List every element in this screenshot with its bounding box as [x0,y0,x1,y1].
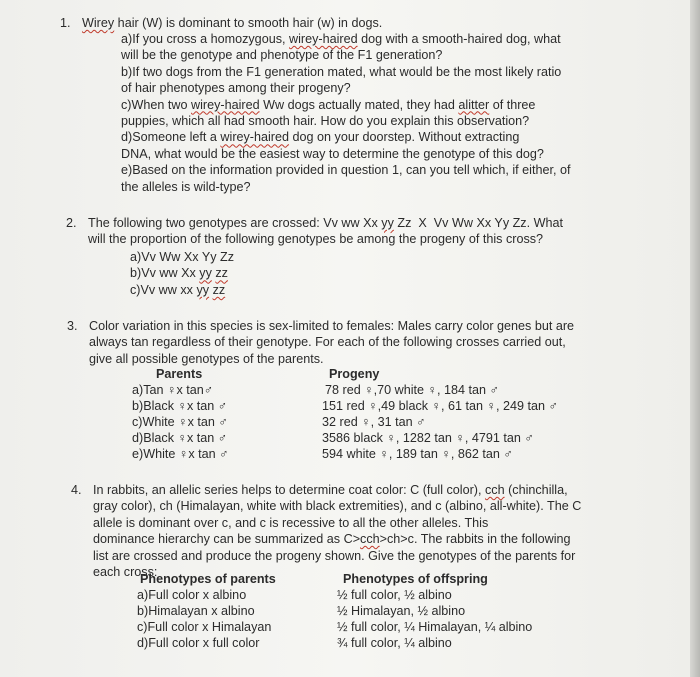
q3-progeny-b: 151 red ♀,49 black ♀, 61 tan ♀, 249 tan ♂ [322,399,558,413]
q3-line: always tan regardless of their genotype. For each of the following crosses carried out, [89,335,566,350]
q3-parents-a: a)Tan ♀x tan♂ [132,383,214,397]
q4-offspring-b: ½ Himalayan, ½ albino [337,604,466,618]
q4-text [93,482,581,580]
q3-parents-b: b)Black ♀x tan ♂ [132,399,228,413]
q1-line: a)If you cross a homozygous, wirey-haired dog with a smooth-haired dog, what [121,32,561,46]
page-edge-shadow [690,0,700,677]
q1-line: e)Based on the information provided in question 1, can you tell which, if either, of [121,163,571,178]
q4-parents-a: a)Full color x albino [137,588,247,602]
q3-line: Color variation in this species is sex-limited to females: Males carry color genes but are [89,319,575,333]
q2-option: c)Vv ww xx yy zz [130,282,226,297]
q2-options [130,249,234,298]
q3-progeny-a: 78 red ♀,70 white ♀, 184 tan ♂ [325,383,499,397]
q1-line: puppies, which all had smooth hair. How do you explain this observation? [121,114,530,129]
q1-line-rest: hair (W) is dominant to smooth hair (w) in dogs. [114,16,383,30]
q2-text [88,215,563,248]
q1-line: of hair phenotypes among their progeny? [121,81,351,96]
q3-line: give all possible genotypes of the parents. [89,351,324,366]
q3-parents-e: e)White ♀x tan ♂ [132,447,229,461]
q4-line: allele is dominant over c, and c is recessive to all the other alleles. This [93,515,489,530]
q1-line: c)When two wirey-haired Ww dogs actually mated, they had alitter of three [121,97,536,112]
q3-number: 3. [67,319,78,333]
q4-offspring-d: ¾ full color, ¼ albino [337,636,452,650]
q1-line: the alleles is wild-type? [121,179,251,194]
q1-number: 1. [60,16,71,30]
q2-line: The following two genotypes are crossed: Vv ww Xx yy Zz X Vv Ww Xx Yy Zz. What [88,216,563,230]
q1-line: b)If two dogs from the F1 generation mated, what would be the most likely ratio [121,64,562,79]
q3-text [89,318,574,367]
q4-parents-c: c)Full color x Himalayan [137,620,272,634]
q3-header-parents: Parents [156,367,203,381]
q4-line: each cross: [93,565,158,580]
q1-word-wirey: Wirey [82,16,115,30]
q4-line: dominance hierarchy can be summarized as C>cch>ch>c. The rabbits in the following [93,532,571,547]
q4-offspring-c: ½ full color, ¼ Himalayan, ¼ albino [337,620,533,634]
q1-line: d)Someone left a wirey-haired dog on your doorstep. Without extracting [121,130,520,145]
q3-parents-d: d)Black ♀x tan ♂ [132,431,228,445]
q1-subparts [121,31,570,195]
q4-parents-b: b)Himalayan x albino [137,604,255,618]
q4-header-offspring: Phenotypes of offspring [343,572,488,586]
q1-line [82,15,382,31]
q3-parents-c: c)White ♀x tan ♂ [132,415,228,429]
q1-line: will be the genotype and phenotype of the F1 generation? [121,48,443,63]
q1-line: DNA, what would be the easiest way to determine the genotype of this dog? [121,146,544,161]
q4-header-parents: Phenotypes of parents [140,572,276,586]
q4-line: gray color), ch (Himalayan, white with black extremities), and c (albino, all-white). The C [93,499,582,514]
q4-number: 4. [71,483,82,497]
q4-line: In rabbits, an allelic series helps to determine coat color: C (full color), cch (chinchilla, [93,483,568,497]
q4-offspring-a: ½ full color, ½ albino [337,588,452,602]
q3-header-progeny: Progeny [329,367,380,381]
q2-option: a)Vv Ww Xx Yy Zz [130,250,235,264]
q2-number: 2. [66,216,77,230]
q3-progeny-e: 594 white ♀, 189 tan ♀, 862 tan ♂ [322,447,513,461]
q1-text [82,15,382,31]
q2-line: will the proportion of the following genotypes be among the progeny of this cross? [88,232,544,247]
q3-progeny-d: 3586 black ♀, 1282 tan ♀, 4791 tan ♂ [322,431,534,445]
q3-progeny-c: 32 red ♀, 31 tan ♂ [322,415,426,429]
q4-line: list are crossed and produce the progeny shown. Give the genotypes of the parents for [93,548,576,563]
q4-parents-d: d)Full color x full color [137,636,260,650]
q2-option: b)Vv ww Xx yy zz [130,266,228,281]
